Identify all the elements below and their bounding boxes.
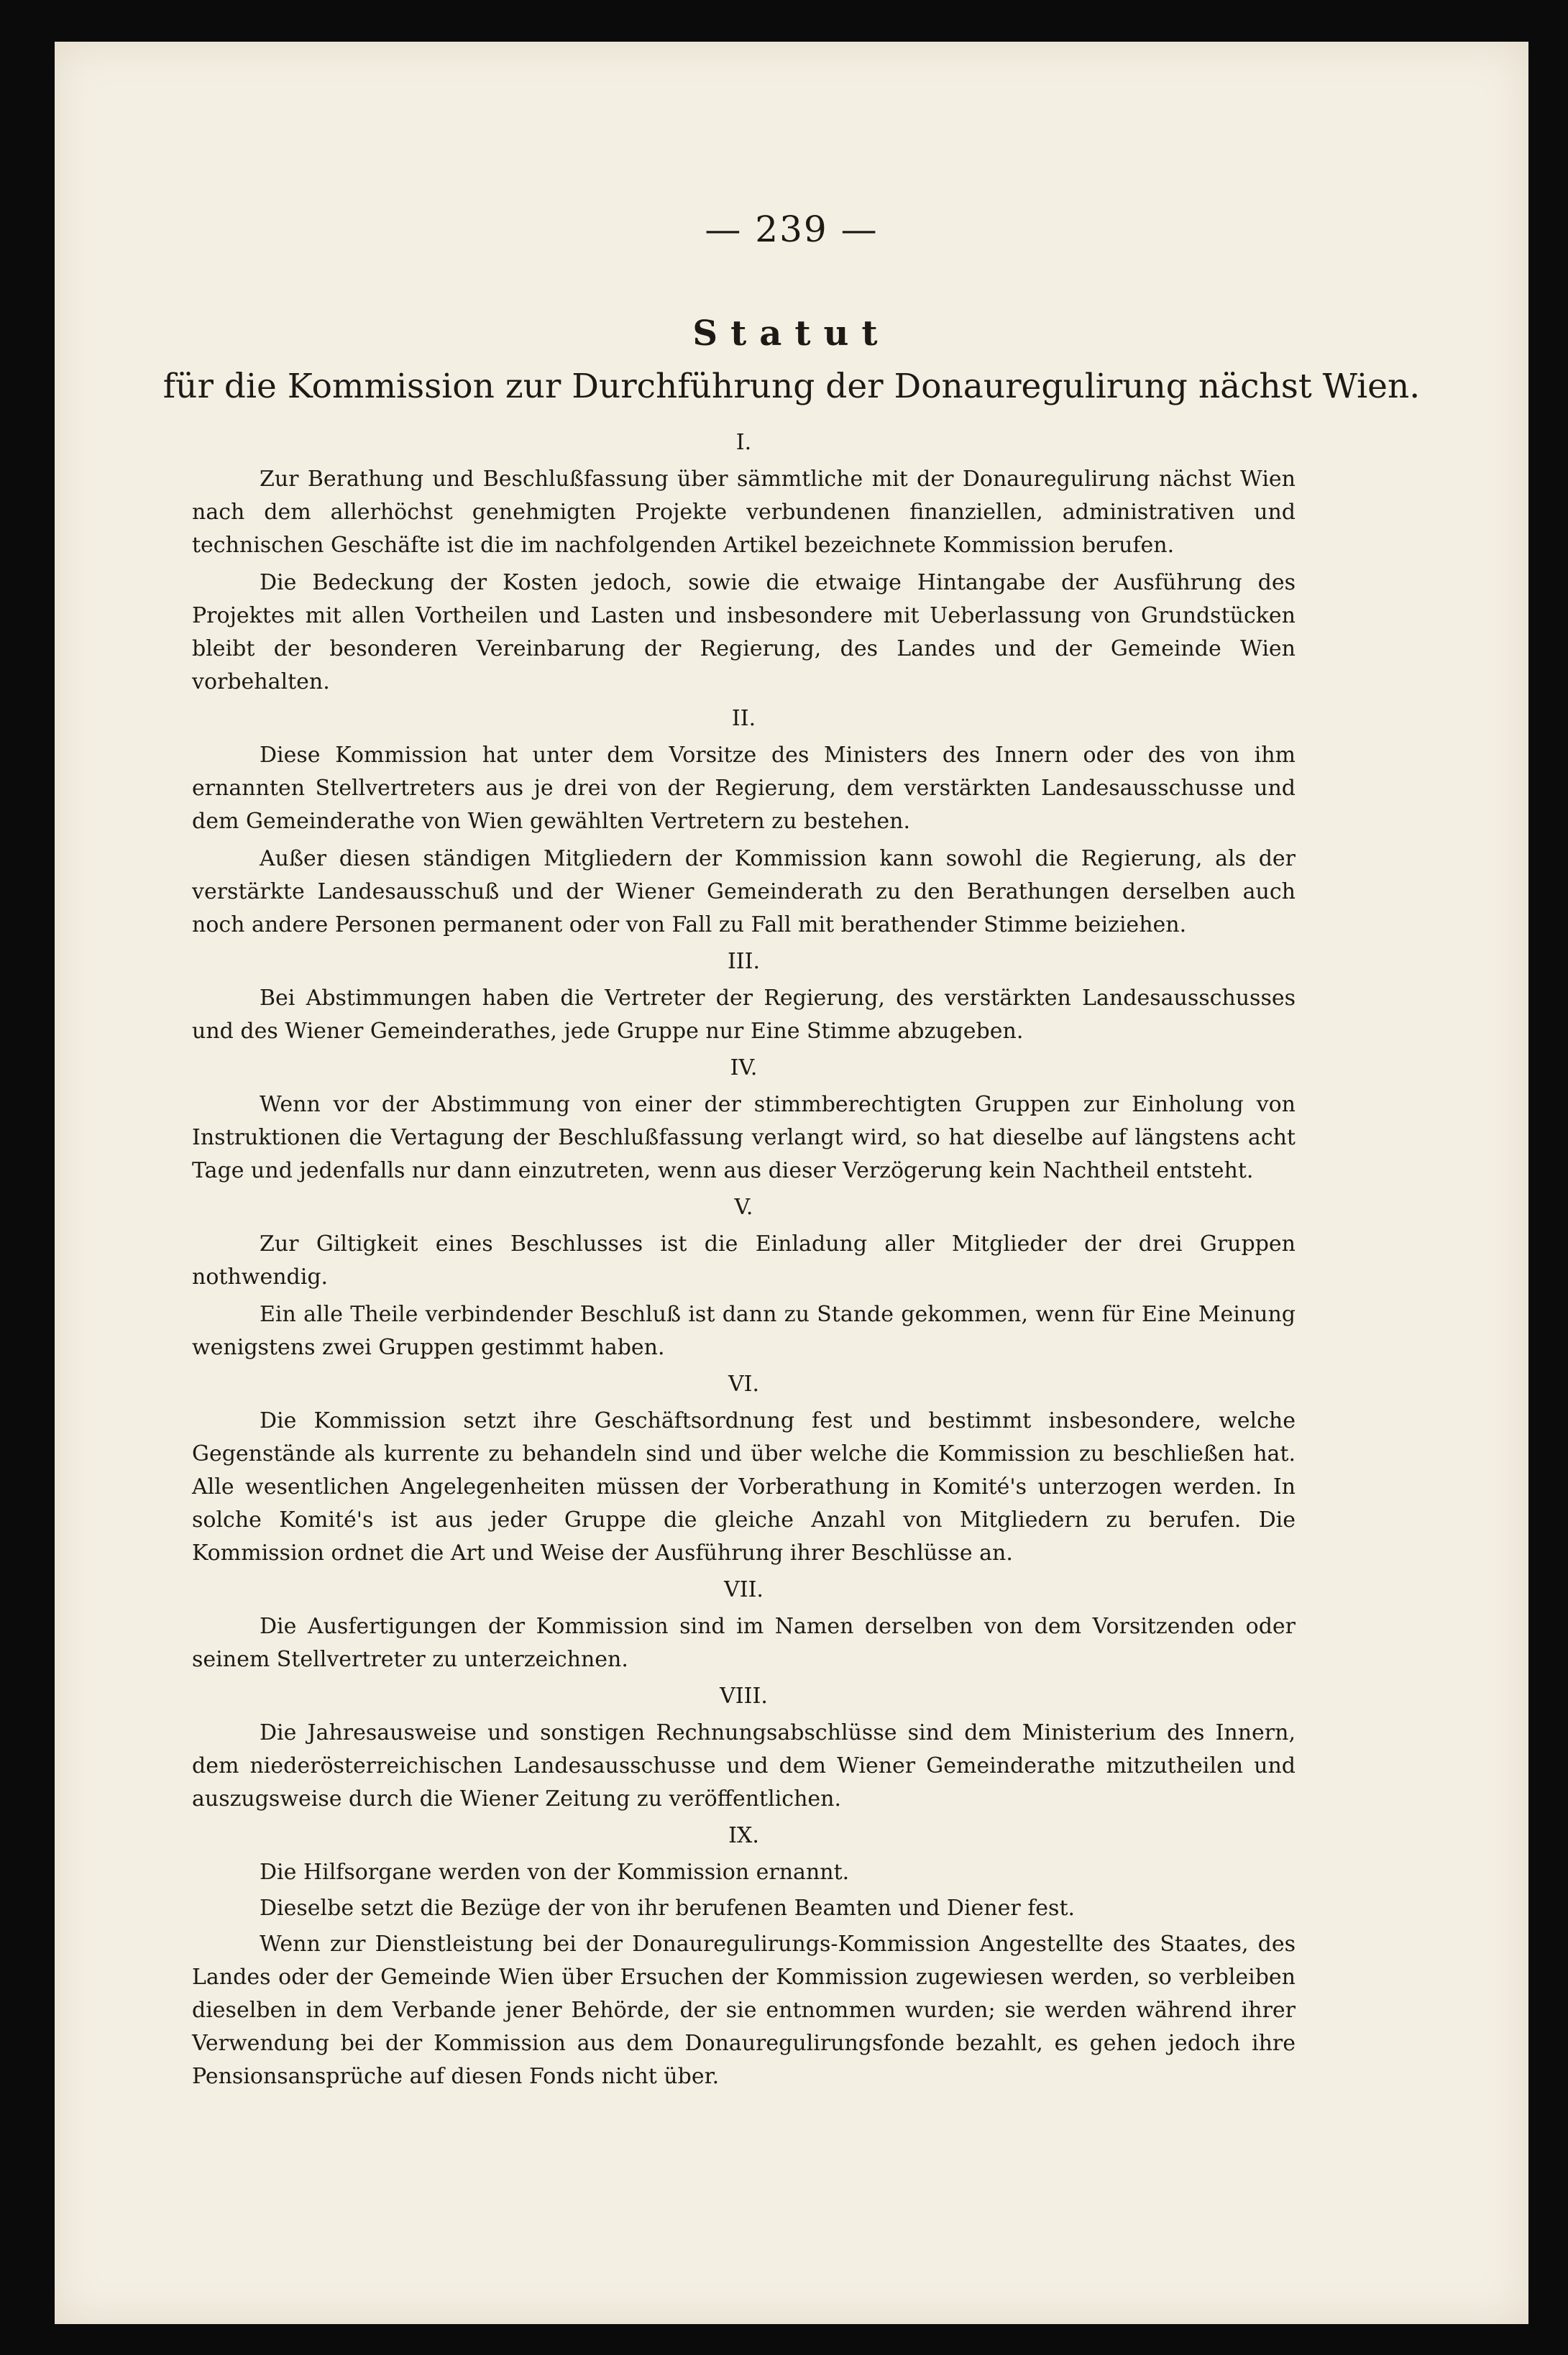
section-3: [192, 946, 1296, 1048]
section-4: [192, 1052, 1296, 1188]
section-7: [192, 1574, 1296, 1676]
paragraph: Die Hilfsorgane werden von der Kommission ernannt.: [260, 1860, 850, 1885]
paragraph: Die Bedeckung der Kosten jedoch, sowie die etwaige Hintangabe der Ausführung des Projektes mit allen Vortheilen und Lasten und insbesondere mit Ueberlassung von Grundstücken bleibt der besonderen Vereinbarung der Regierung, des Landes und der Gemeinde Wien vorbehalten.: [192, 570, 1296, 694]
section-6: [192, 1369, 1296, 1570]
section-numeral: V.: [734, 1195, 753, 1220]
section-numeral: VIII.: [720, 1684, 768, 1709]
paragraph: Wenn vor der Abstimmung von einer der stimmberechtigten Gruppen zur Einholung von Instruktionen die Vertagung der Beschlußfassung verlangt wird, so hat dieselbe auf längstens acht Tage und jedenfalls nur dann einzutreten, wenn aus dieser Verzögerung kein Nachtheil entsteht.: [192, 1092, 1296, 1183]
section-numeral: I.: [735, 430, 752, 455]
paragraph: Außer diesen ständigen Mitgliedern der Kommission kann sowohl die Regierung, als der verstärkte Landesausschuß und der Wiener Gemeinderath zu den Berathungen derselben auch noch andere Personen permanent oder von Fall zu Fall mit berathender Stimme beiziehen.: [192, 846, 1296, 937]
paragraph: Die Jahresausweise und sonstigen Rechnungsabschlüsse sind dem Ministerium des Innern, dem niederösterreichischen Landesausschusse und dem Wiener Gemeinderathe mitzutheilen und auszugsweise durch die Wiener Zeitung zu veröffentlichen.: [192, 1720, 1296, 1812]
paragraph: Wenn zur Dienstleistung bei der Donauregulirungs-Kommission Angestellte des Staates, des Landes oder der Gemeinde Wien über Ersuchen der Kommission zugewiesen werden, so verbleiben dieselben in dem Verbande jener Behörde, der sie entnommen wurden; sie werden während ihrer Verwendung bei der Kommission aus dem Donauregulirungsfonde bezahlt, es gehen jedoch ihre Pensionsansprüche auf diesen Fonds nicht über.: [192, 1932, 1296, 2089]
paragraph: Bei Abstimmungen haben die Vertreter der Regierung, des verstärkten Landesausschusses und des Wiener Gemeinderathes, jede Gruppe nur Eine Stimme abzugeben.: [192, 986, 1296, 1044]
section-numeral: IX.: [728, 1823, 759, 1848]
section-1: [192, 427, 1296, 699]
paragraph: Die Kommission setzt ihre Geschäftsordnung fest und bestimmt insbesondere, welche Gegenstände als kurrente zu behandeln sind und über welche die Kommission zu beschließen hat. Alle wesentlichen Angelegenheiten müssen der Vorberathung in Komité's unterzogen werden. In solche Komité's ist aus jeder Gruppe die gleiche Anzahl von Mitgliedern zu berufen. Die Kommission ordnet die Art und Weise der Ausführung ihrer Beschlüsse an.: [192, 1408, 1296, 1566]
section-9: [192, 1820, 1296, 2093]
section-numeral: VII.: [724, 1577, 764, 1602]
document-page: [55, 42, 1528, 2324]
document-title: Statut: [692, 313, 891, 354]
section-numeral: IV.: [730, 1055, 758, 1080]
section-numeral: II.: [731, 706, 756, 731]
section-8: [192, 1681, 1296, 1816]
section-5: [192, 1192, 1296, 1364]
paragraph: Dieselbe setzt die Bezüge der von ihr berufenen Beamten und Diener fest.: [260, 1896, 1076, 1921]
section-numeral: VI.: [728, 1372, 760, 1397]
section-numeral: III.: [727, 949, 761, 974]
document-subtitle: für die Kommission zur Durchführung der Donauregulirung nächst Wien.: [162, 367, 1421, 406]
section-2: [192, 703, 1296, 942]
paragraph: Diese Kommission hat unter dem Vorsitze des Ministers des Innern oder des von ihm ernannten Stellvertreters aus je drei von der Regierung, dem verstärkten Landesausschusse und dem Gemeinderathe von Wien gewählten Vertretern zu bestehen.: [192, 743, 1296, 834]
page-number: — 239 —: [705, 208, 879, 250]
paragraph: Zur Giltigkeit eines Beschlusses ist die Einladung aller Mitglieder der drei Gruppen nothwendig.: [192, 1231, 1296, 1290]
paragraph: Die Ausfertigungen der Kommission sind im Namen derselben von dem Vorsitzenden oder seinem Stellvertreter zu unterzeichnen.: [192, 1614, 1296, 1672]
statute-body: [192, 424, 1296, 2098]
paragraph: Zur Berathung und Beschlußfassung über sämmtliche mit der Donauregulirung nächst Wien nach dem allerhöchst genehmigten Projekte verbundenen finanziellen, administrativen und technischen Geschäfte ist die im nachfolgenden Artikel bezeichnete Kommission berufen.: [192, 467, 1296, 558]
paragraph: Ein alle Theile verbindender Beschluß ist dann zu Stande gekommen, wenn für Eine Meinung wenigstens zwei Gruppen gestimmt haben.: [192, 1302, 1296, 1360]
